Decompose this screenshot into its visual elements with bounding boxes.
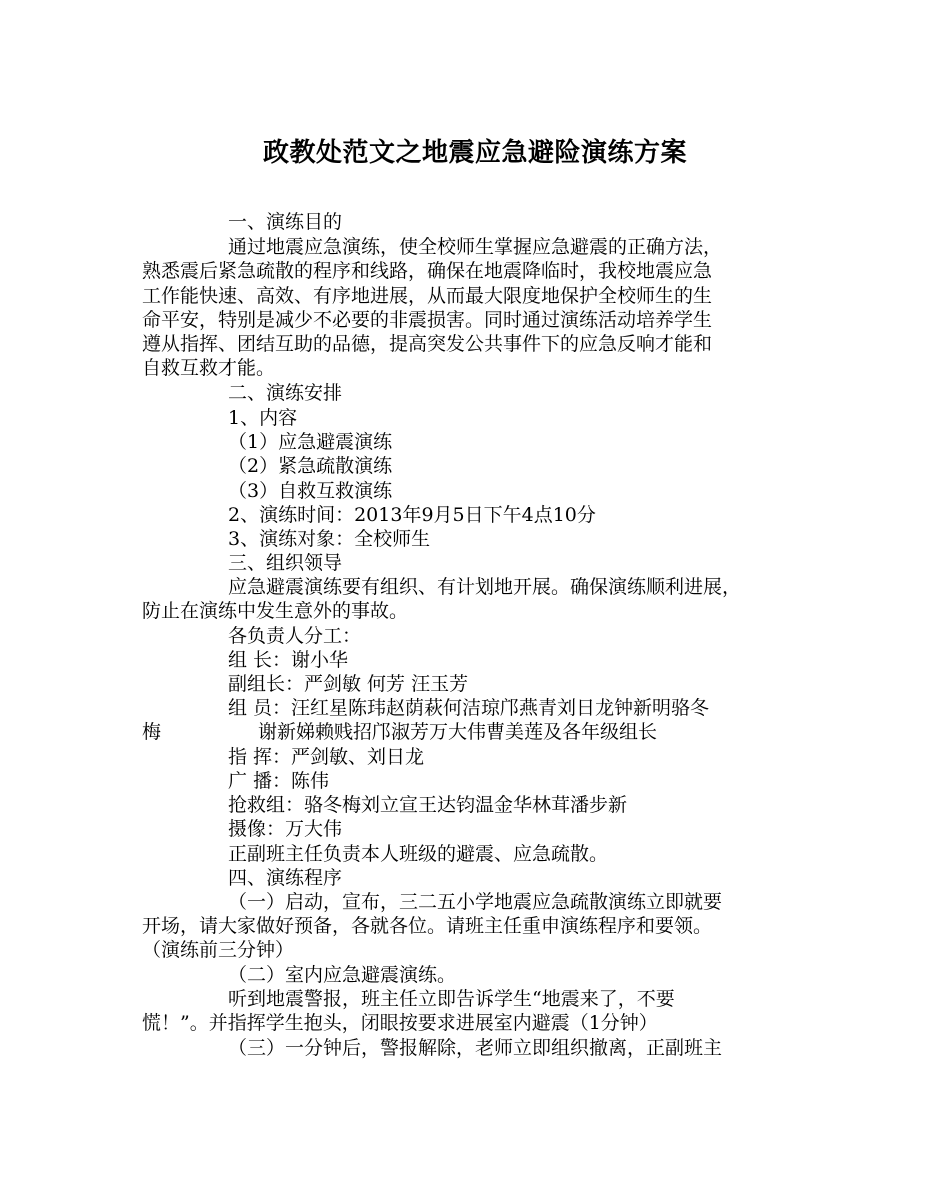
heading-organization: 三、组织领导 [228, 552, 343, 574]
subheading-content: 1、内容 [228, 407, 298, 429]
role-rescue: 抢救组：骆冬梅刘立宣王达钧温金华林茸潘步新 [228, 794, 628, 816]
role-members: 组 员：汪红星陈玮赵荫萩何洁琼邝燕青刘日龙钟新明骆冬 [228, 697, 710, 719]
role-camera: 摄像：万大伟 [228, 818, 343, 840]
paragraph-line: （一）启动，宣布，三二五小学地震应急疏散演练立即就要 [228, 891, 723, 913]
paragraph-line: 慌！”。并指挥学生抱头，闭眼按要求进展室内避震（1分钟） [142, 1012, 658, 1034]
document-title: 政教处范文之地震应急避险演练方案 [262, 138, 687, 168]
paragraph-line: 工作能快速、高效、有序地进展，从而最大限度地保护全校师生的生 [142, 285, 713, 307]
paragraph-line: （演练前三分钟） [142, 939, 295, 961]
paragraph-line: 应急避震演练要有组织、有计划地开展。确保演练顺利进展， [228, 576, 742, 598]
paragraph-line: 命平安，特别是减少不必要的非震损害。同时通过演练活动培养学生 [142, 309, 713, 331]
paragraph-line: 各负责人分工： [228, 625, 362, 647]
drill-time: 2、演练时间：2013年9月5日下午4点10分 [228, 504, 596, 526]
heading-procedure: 四、演练程序 [228, 867, 343, 889]
list-item: （1）应急避震演练 [228, 431, 393, 453]
paragraph-line: 自救互救才能。 [142, 357, 276, 379]
role-leader: 组 长：谢小华 [228, 649, 349, 671]
role-deputy: 副组长：严剑敏 何芳 汪玉芳 [228, 673, 469, 695]
list-item: （2）紧急疏散演练 [228, 455, 393, 477]
paragraph-line: 熟悉震后紧急疏散的程序和线路，确保在地震降临时，我校地震应急 [142, 260, 713, 282]
role-members-continued: 谢新娣赖贱招邝淑芳万大伟曹美莲及各年级组长 [258, 721, 658, 743]
paragraph-line: （二）室内应急避震演练。 [228, 964, 457, 986]
heading-purpose: 一、演练目的 [228, 211, 343, 233]
role-broadcast: 广 播：陈伟 [228, 770, 330, 792]
paragraph-line: （三）一分钟后，警报解除，老师立即组织撤离，正副班主 [228, 1037, 723, 1059]
paragraph-line: 防止在演练中发生意外的事故。 [142, 600, 409, 622]
heading-arrangement: 二、演练安排 [228, 382, 343, 404]
role-command: 指 挥：严剑敏、刘日龙 [228, 746, 425, 768]
role-members-wrap: 梅 [142, 721, 162, 743]
paragraph-line: 通过地震应急演练，使全校师生掌握应急避震的正确方法， [228, 236, 723, 258]
paragraph-line: 听到地震警报，班主任立即告诉学生“地震来了，不要 [228, 988, 675, 1010]
drill-target: 3、演练对象：全校师生 [228, 528, 431, 550]
list-item: （3）自救互救演练 [228, 480, 393, 502]
paragraph-line: 正副班主任负责本人班级的避震、应急疏散。 [228, 843, 609, 865]
paragraph-line: 开场，请大家做好预备，各就各位。请班主任重申演练程序和要领。 [142, 915, 713, 937]
paragraph-line: 遵从指挥、团结互助的品德，提高突发公共事件下的应急反响才能和 [142, 333, 713, 355]
